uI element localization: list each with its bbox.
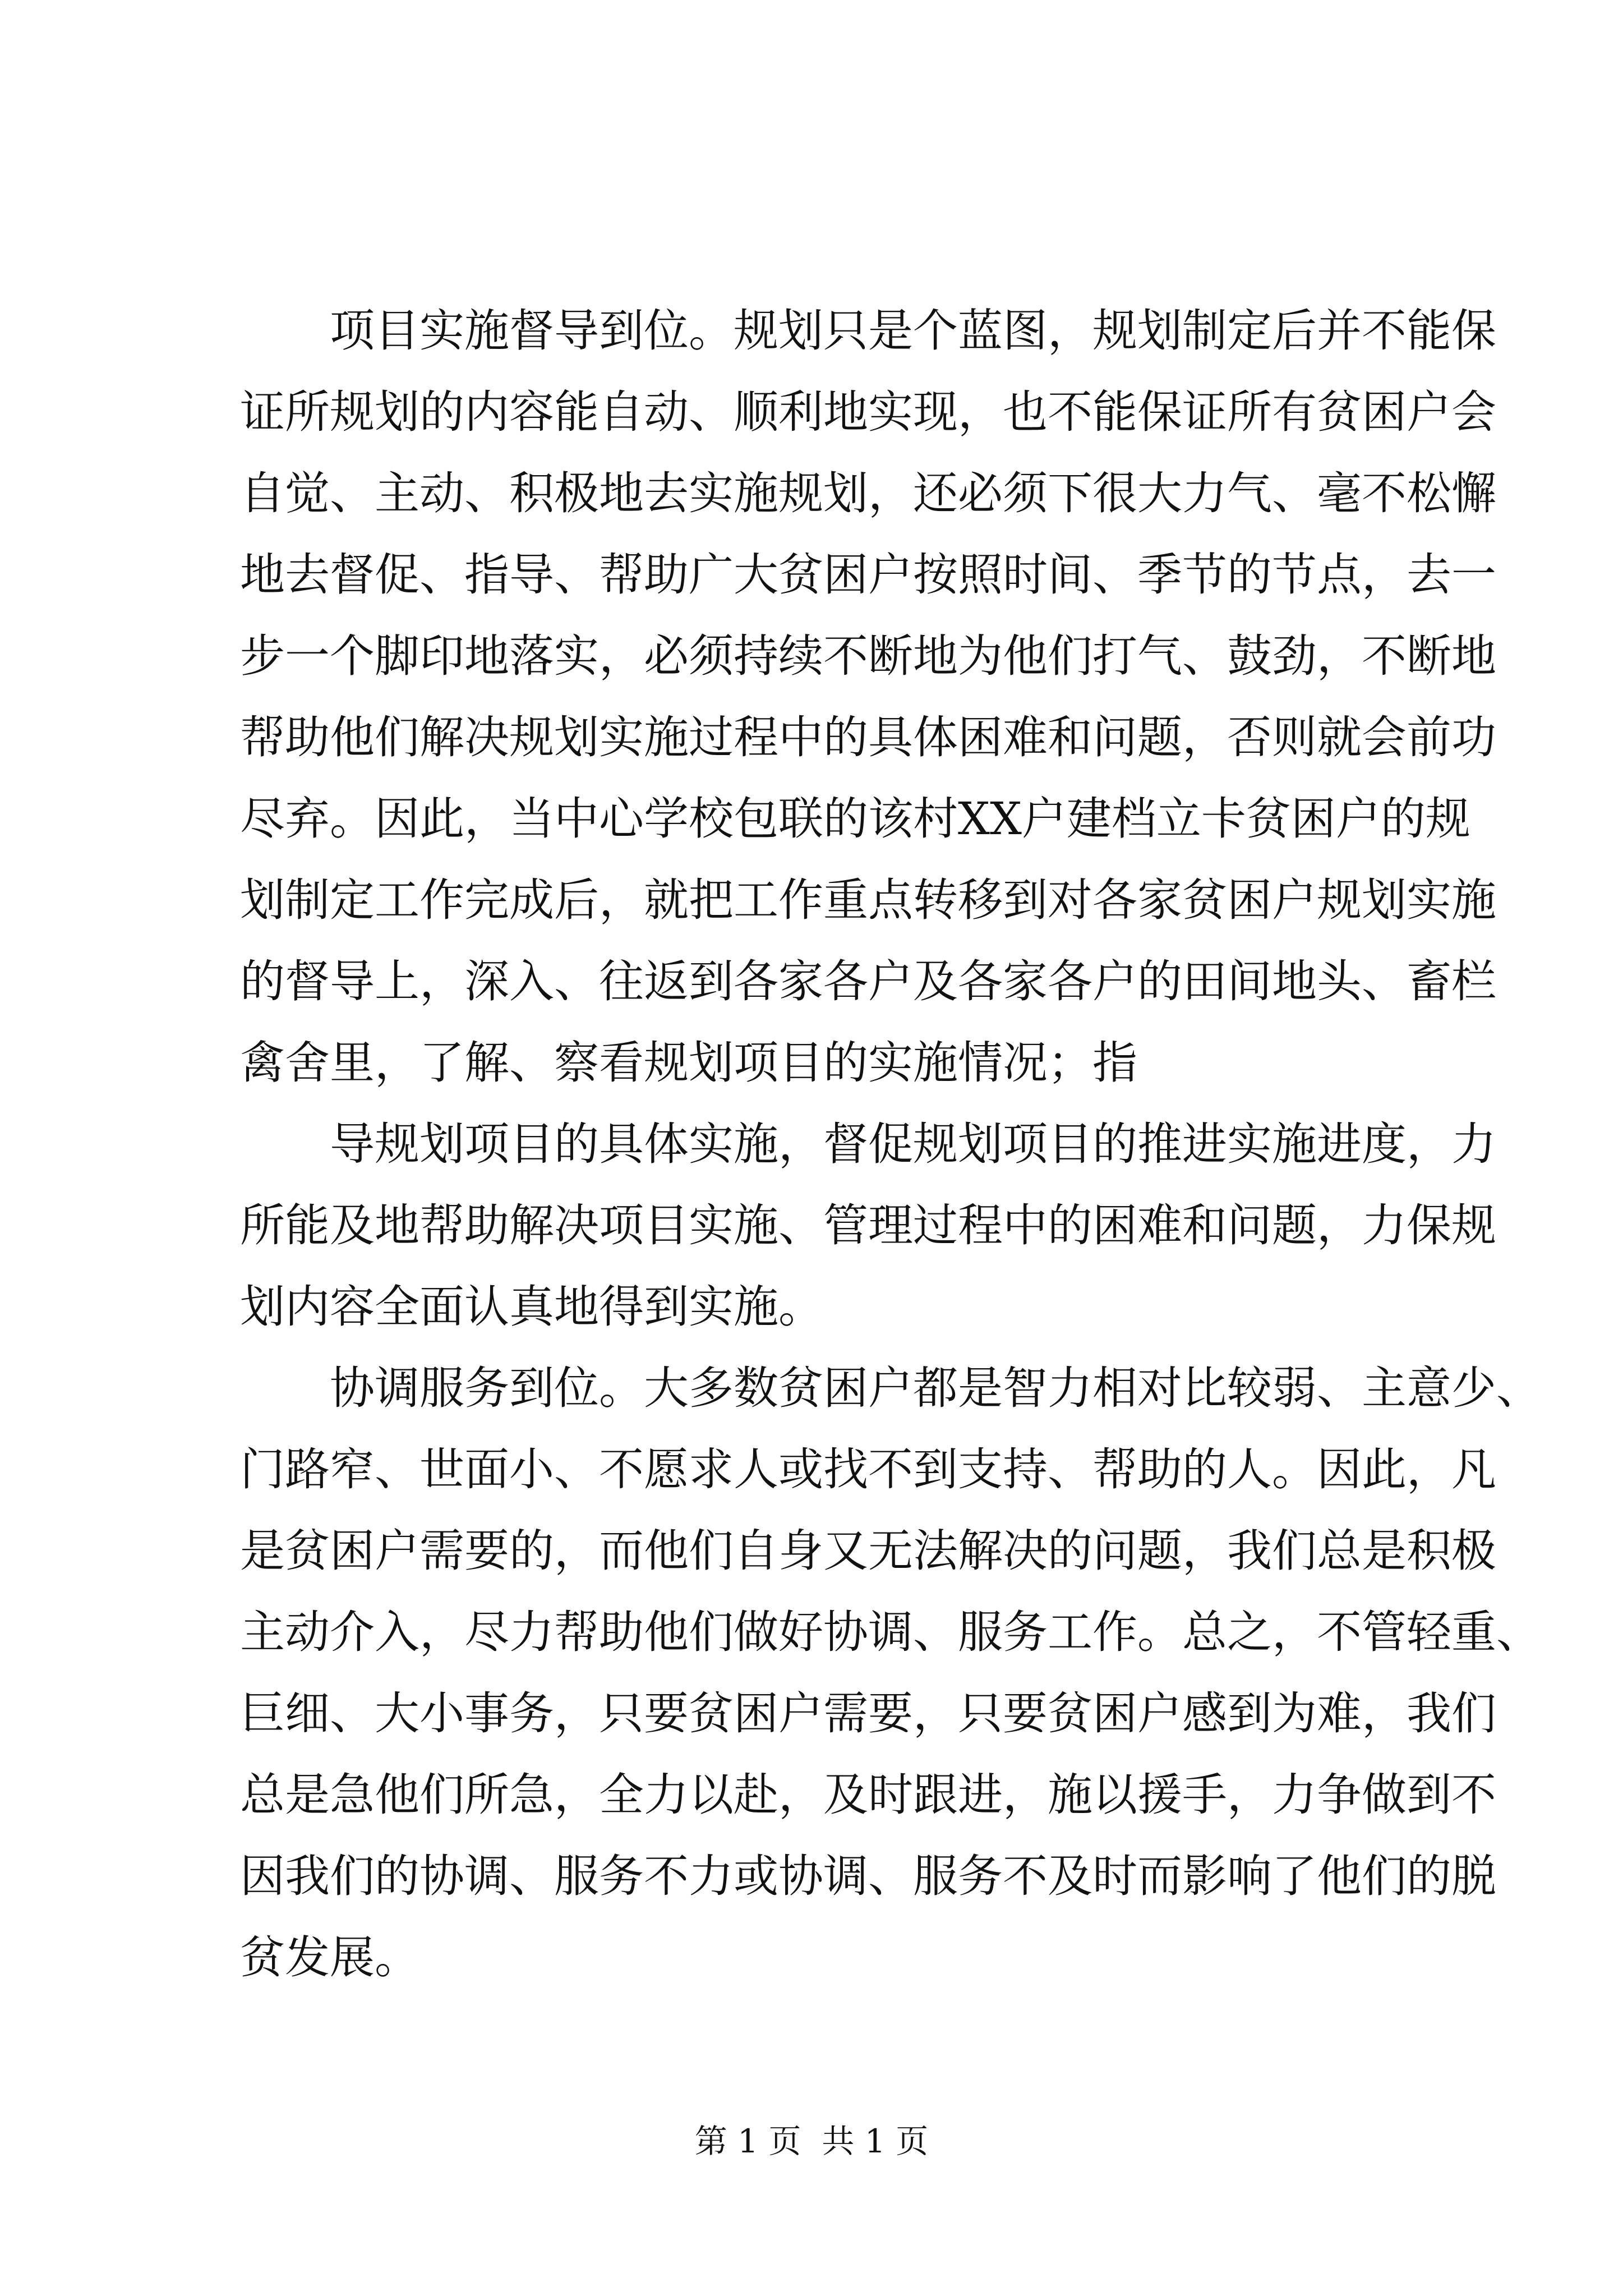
paragraph-1-line-2: 证所规划的内容能自动、顺利地实现，也不能保证所有贫困户会 bbox=[240, 386, 1496, 438]
paragraph-1-line-4: 地去督促、指导、帮助广大贫困户按照时间、季节的节点，去一 bbox=[240, 549, 1496, 601]
paragraph-2-line-3: 划内容全面认真地得到实施。 bbox=[240, 1281, 823, 1333]
page-footer: 第 1 页 共 1 页 bbox=[694, 2122, 929, 2160]
paragraph-3-line-4: 主动介入，尽力帮助他们做好协调、服务工作。总之，不管轻重、 bbox=[240, 1606, 1541, 1658]
paragraph-3-line-8: 贫发展。 bbox=[240, 1931, 419, 1984]
paragraph-1-line-7: 尽弃。因此，当中心学校包联的该村XX户建档立卡贫困户的规 bbox=[240, 793, 1470, 845]
paragraph-1-line-8: 划制定工作完成后，就把工作重点转移到对各家贫困户规划实施 bbox=[240, 874, 1496, 926]
paragraph-1-line-5: 步一个脚印地落实，必须持续不断地为他们打气、鼓劲，不断地 bbox=[240, 630, 1496, 682]
paragraph-3-line-6: 总是急他们所急，全力以赴，及时跟进，施以援手，力争做到不 bbox=[240, 1769, 1496, 1821]
paragraph-1-line-1: 项目实施督导到位。规划只是个蓝图，规划制定后并不能保 bbox=[330, 305, 1496, 357]
paragraph-2-line-2: 所能及地帮助解决项目实施、管理过程中的困难和问题，力保规 bbox=[240, 1199, 1496, 1251]
paragraph-3-line-2: 门路窄、世面小、不愿求人或找不到支持、帮助的人。因此，凡 bbox=[240, 1443, 1496, 1496]
paragraph-1-line-9: 的督导上，深入、往返到各家各户及各家各户的田间地头、畜栏 bbox=[240, 955, 1496, 1007]
paragraph-3-line-5: 巨细、大小事务，只要贫困户需要，只要贫困户感到为难，我们 bbox=[240, 1687, 1496, 1740]
paragraph-3-line-3: 是贫困户需要的，而他们自身又无法解决的问题，我们总是积极 bbox=[240, 1525, 1496, 1577]
paragraph-1-line-6: 帮助他们解决规划实施过程中的具体困难和问题，否则就会前功 bbox=[240, 711, 1496, 763]
paragraph-3-line-1: 协调服务到位。大多数贫困户都是智力相对比较弱、主意少、 bbox=[330, 1362, 1541, 1414]
paragraph-3-line-7: 因我们的协调、服务不力或协调、服务不及时而影响了他们的脱 bbox=[240, 1850, 1496, 1902]
paragraph-1-line-3: 自觉、主动、积极地去实施规划，还必须下很大力气、毫不松懈 bbox=[240, 467, 1496, 519]
paragraph-2-line-1: 导规划项目的具体实施，督促规划项目的推进实施进度，力 bbox=[330, 1118, 1496, 1170]
paragraph-1-line-10: 禽舍里，了解、察看规划项目的实施情况；指 bbox=[240, 1037, 1137, 1089]
